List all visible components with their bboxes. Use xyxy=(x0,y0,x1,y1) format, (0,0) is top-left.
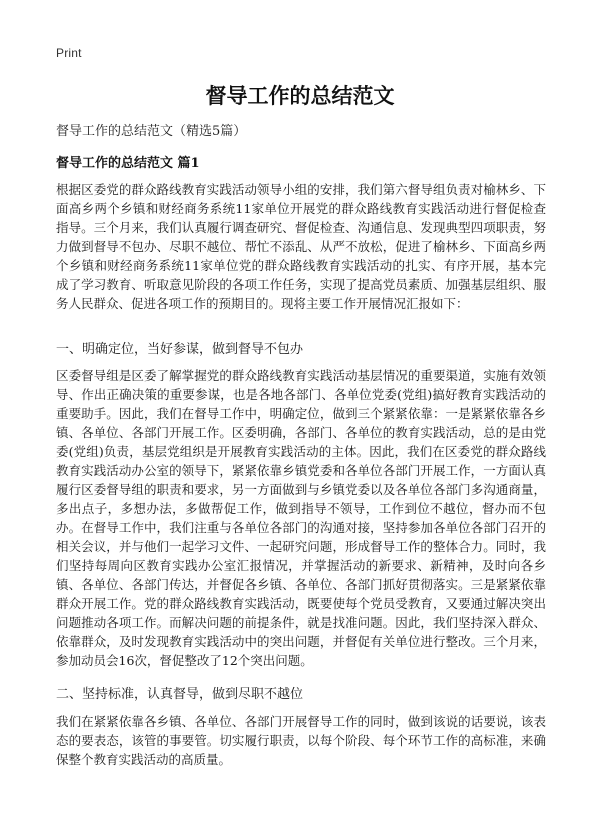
section-heading: 督导工作的总结范文 篇1 xyxy=(56,156,200,171)
document-subtitle: 督导工作的总结范文（精选5篇） xyxy=(56,124,247,139)
paragraph-standards: 我们在紧紧依靠各乡镇、各单位、各部门开展督导工作的同时，做到该说的话要说，该表态的要表态，该管的事要管。切实履行职责，以每个阶段、每个环节工作的高标准，来确保整个教育实践活动的高质量。 xyxy=(56,714,546,767)
print-label[interactable]: Print xyxy=(56,46,82,60)
paragraph-positioning: 区委督导组是区委了解掌握党的群众路线教育实践活动基层情况的重要渠道，实施有效领导、作出正确决策的重要参谋，也是各地各部门、各单位党委(党组)搞好教育实践活动的重要助手。因此，我们在督导工作中，明确定位，做到三个紧紧依靠：一是紧紧依靠各乡镇、各单位、各部门开展工作。区委明确，各部门、各单位的教育实践活动，总的是由党委(党组)负责，基层党组织是开展教育实践活动的主体。因此，我们在区委党的群众路线教育实践活动办公室的领导下，紧紧依靠乡镇党委和各单位各部门开展工作，一方面认真履行区委督导组的职责和要求，另一方面做到与乡镇党委以及各单位各部门多沟通商量，多出点子，多想办法，多做帮促工作，做到指导不领导，工作到位不越位，督办而不包办。在督导工作中，我们注重与各单位各部门的沟通对接，坚持参加各单位各部门召开的相关会议，并与他们一起学习文件、一起研究问题，形成督导工作的整体合力。同时，我们坚持每周向区教育实践办公室汇报情况，并掌握活动的新要求、新精神，及时向各乡镇、各单位、各部门传达，并督促各乡镇、各单位、各部门抓好贯彻落实。三是紧紧依靠群众开展工作。党的群众路线教育实践活动，既要使每个党员受教育，又要通过解决突出问题推动各项工作。而解决问题的前提条件，就是找准问题。因此，我们坚持深入群众、依靠群众，及时发现教育实践活动中的突出问题，并督促有关单位进行整改。三个月来，参加动员会16次，督促整改了12个突出问题。 xyxy=(56,368,546,668)
heading-two: 二、坚持标准，认真督导，做到尽职不越位 xyxy=(56,687,304,702)
document-title: 督导工作的总结范文 xyxy=(205,83,395,108)
paragraph-intro: 根据区委党的群众路线教育实践活动领导小组的安排，我们第六督导组负责对榆林乡、下面高乡两个乡镇和财经商务系统11家单位开展党的群众路线教育实践活动进行督促检查指导。三个月来，我们认真履行调查研究、督促检查、沟通信息、发现典型四项职责，努力做到督导不包办、尽职不越位、帮忙不添乱、从严不放松，促进了榆林乡、下面高乡两个乡镇和财经商务系统11家单位党的群众路线教育实践活动的扎实、有序开展，基本完成了学习教育、听取意见阶段的各项工作任务，实现了提高党员素质、加强基层组织、服务人民群众、促进各项工作的预期目的。现将主要工作开展情况汇报如下： xyxy=(56,182,546,311)
heading-one: 一、明确定位，当好参谋，做到督导不包办 xyxy=(56,342,304,357)
